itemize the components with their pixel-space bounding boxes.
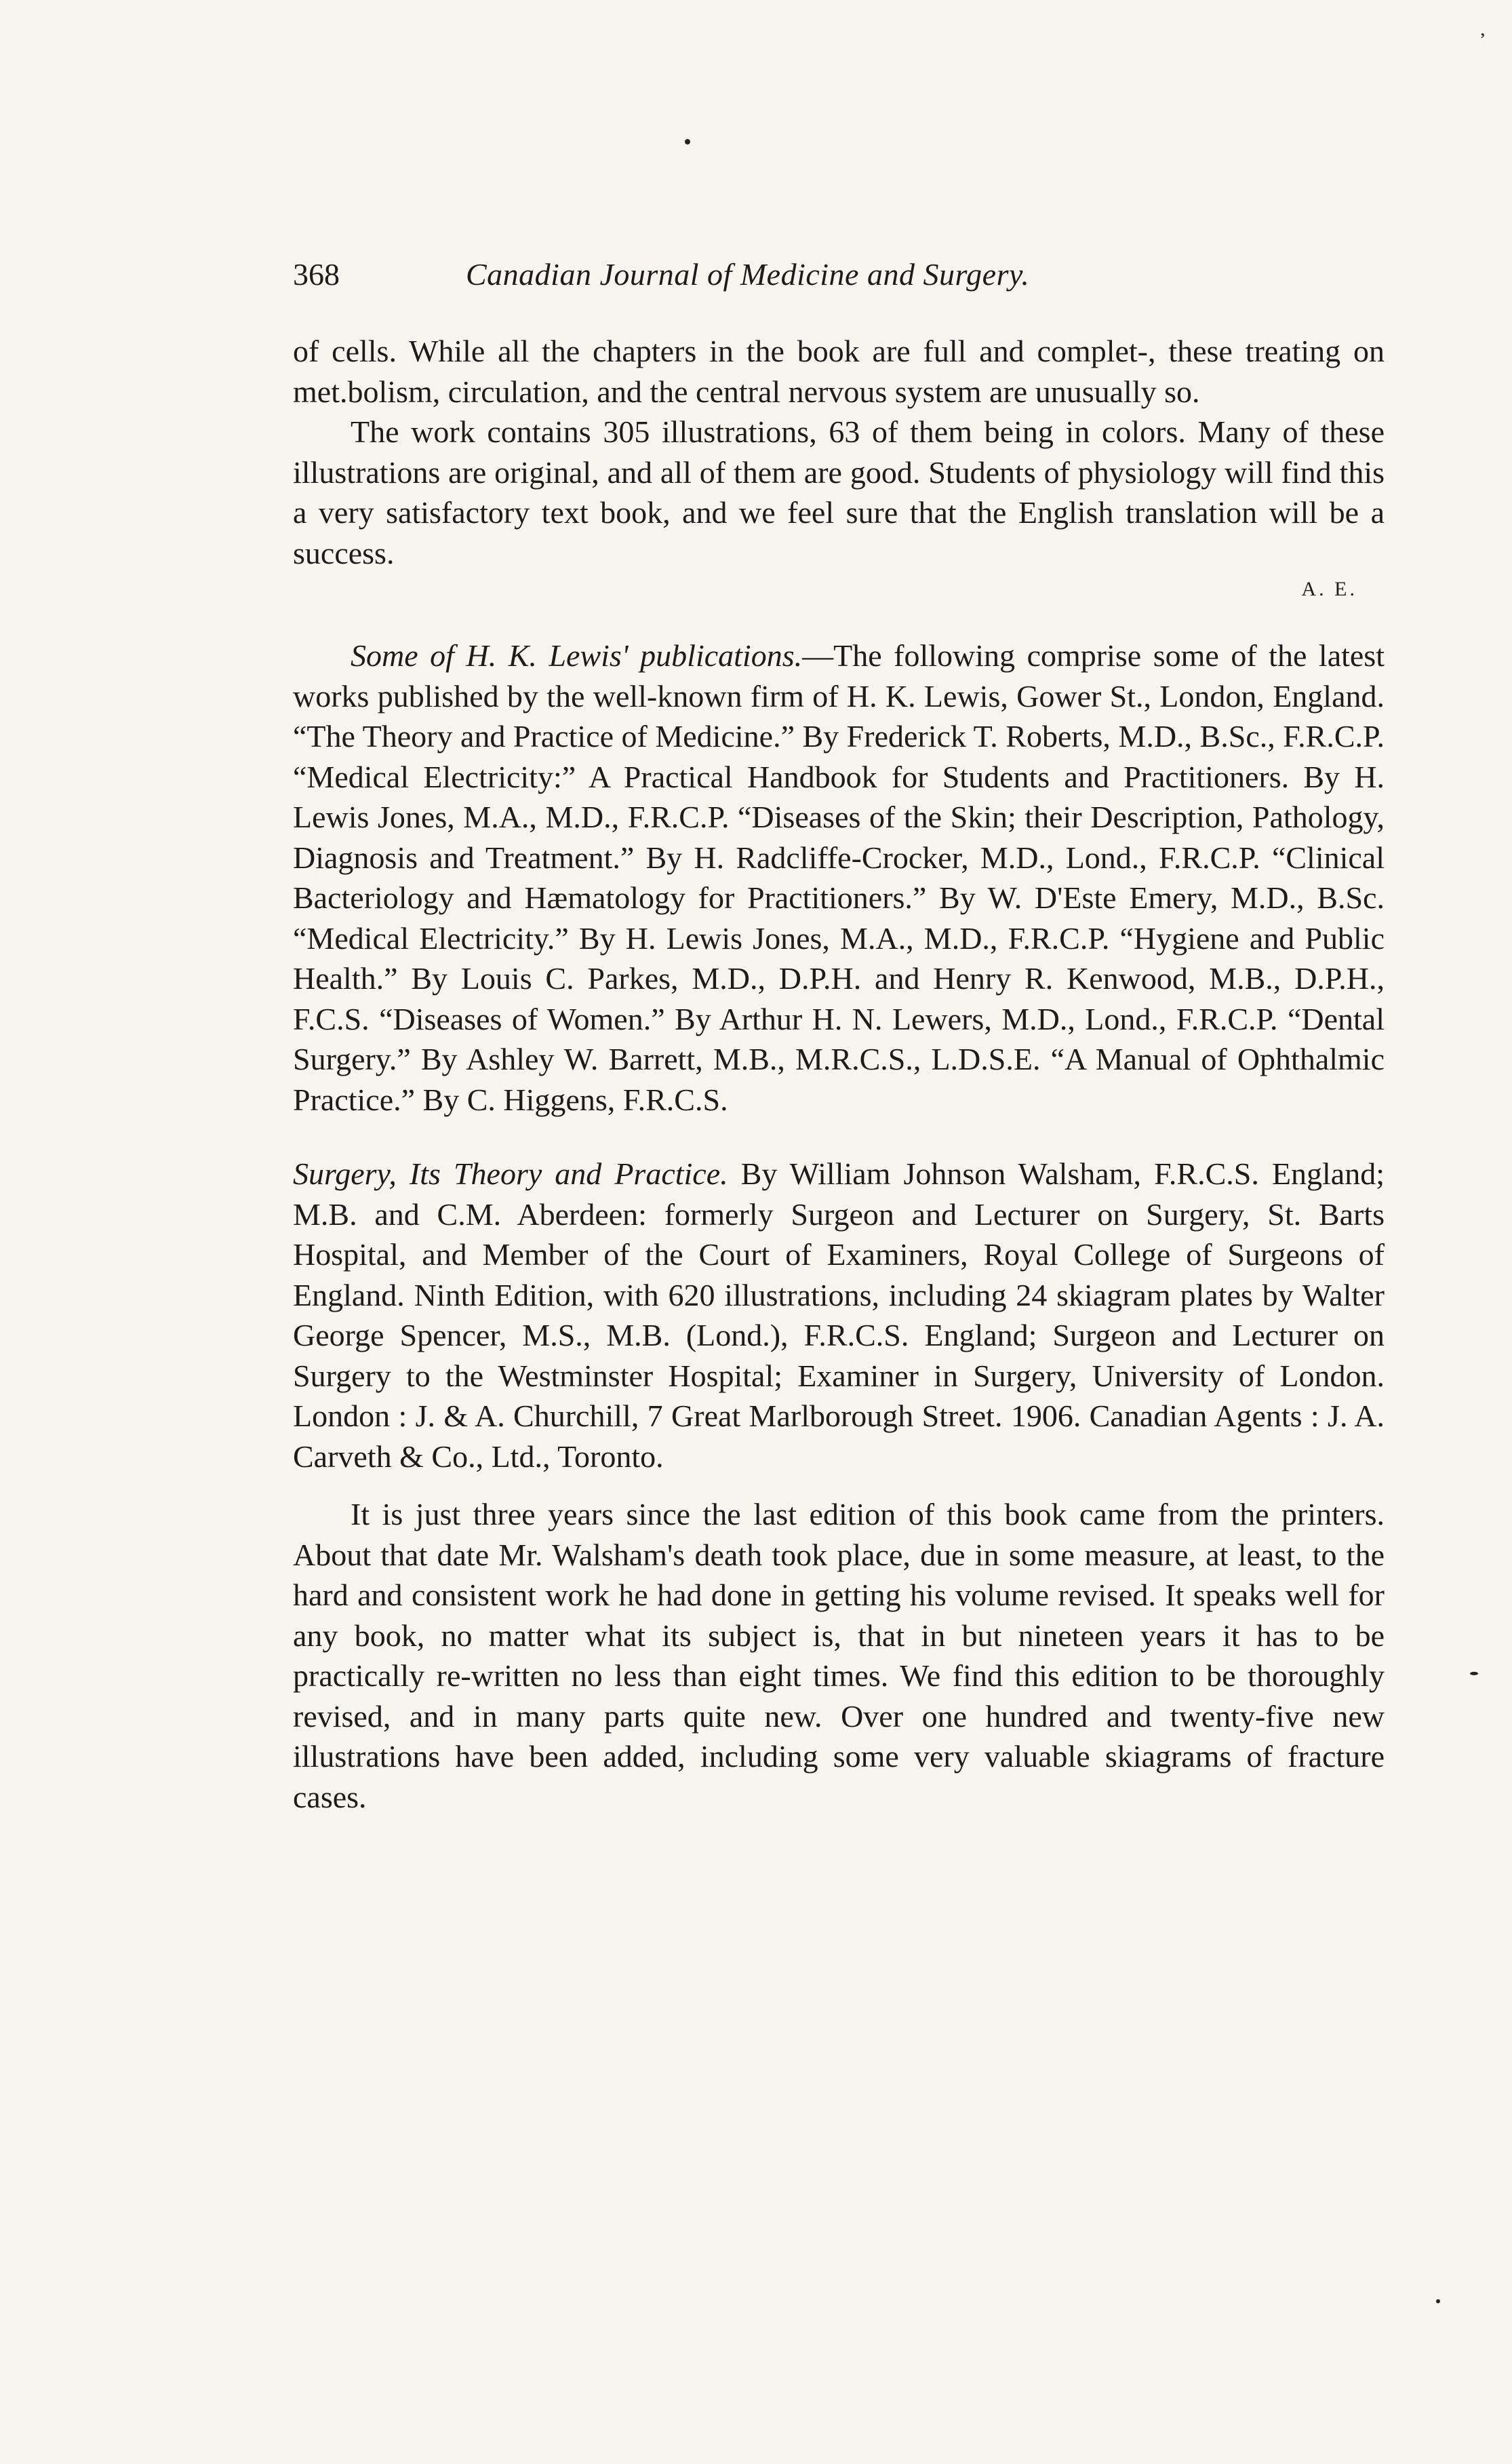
book-title: Surgery, Its Theory and Practice. — [293, 1156, 728, 1191]
page-header — [293, 256, 1215, 304]
margin-mark — [1436, 2299, 1440, 2303]
review-paragraph: The work contains 305 illustrations, 63 of them being in colors. Many of these illustrations are original, and all of them are good. Students of physiology will find this a very satisfactory text book, and we feel sure that the English translation will be a success. — [293, 414, 1385, 570]
book-citation — [293, 1154, 1385, 1477]
page-number: 368 — [293, 257, 340, 292]
reviewer-signature: A. E. — [1301, 578, 1357, 600]
review-paragraph: of cells. While all the chapters in the book are full and complet-, these treating on met.bolism, circulation, and the central nervous system are unusually so. — [293, 334, 1385, 409]
review-title: Some of H. K. Lewis' publications. — [351, 638, 803, 673]
scan-specks: ᾿ — [1478, 28, 1488, 58]
review-text: —The following comprise some of the latest works published by the well-known firm of H. K. Lewis, Gower St., London, England. “The Theory and Practice of Medicine.” By Frederick T. Roberts, M.D., B.Sc., F.R.C.P. “Medical Electricity:” A Practical Handbook for Students and Practitioners. By H. Lewis Jones, M.A., M.D., F.R.C.P. “Diseases of the Skin; their Description, Pathology, Diagnosis and Treatment.” By H. Radcliffe-Crocker, M.D., Lond., F.R.C.P. “Clinical Bacteriology and Hæmatology for Practitioners.” By W. D'Este Emery, M.D., B.Sc. “Medical Electricity.” By H. Lewis Jones, M.A., M.D., F.R.C.P. “Hygiene and Public Health.” By Louis C. Parkes, M.D., D.P.H. and Henry R. Kenwood, M.B., D.P.H., F.C.S. “Diseases of Women.” By Arthur H. N. Lewers, M.D., Lond., F.R.C.P. “Dental Surgery.” By Ashley W. Barrett, M.B., M.R.C.S., L.D.S.E. “A Manual of Ophthalmic Practice.” By C. Higgens, F.R.C.S. — [293, 638, 1385, 1117]
running-title: Canadian Journal of Medicine and Surgery. — [466, 257, 1030, 292]
page-body — [293, 331, 1385, 1817]
book-citation-text: By William Johnson Walsham, F.R.C.S. England; M.B. and C.M. Aberdeen: formerly Surgeon and Lecturer on Surgery, St. Barts Hospital, and Member of the Court of Examiners, Royal College of Surgeons of England. Ninth Edition, with 620 illustrations, including 24 skiagram plates by Walter George Spencer, M.S., M.B. (Lond.), F.R.C.S. England; Surgeon and Lecturer on Surgery to the Westminster Hospital; Examiner in Surgery, University of London. London : J. & A. Churchill, 7 Great Marlborough Street. 1906. Canadian Agents : J. A. Carveth & Co., Ltd., Toronto. — [293, 1156, 1385, 1474]
review-paragraph: It is just three years since the last edition of this book came from the printers. About that date Mr. Walsham's death took place, due in some measure, at least, to the hard and consistent work he had done in getting his volume revised. It speaks well for any book, no matter what its subject is, that in but nineteen years it has to be practically re-written no less than eight times. We find this edition to be thoroughly revised, and in many parts quite new. Over one hundred and twenty-five new illustrations have been added, including some very valuable skiagrams of fracture cases. — [293, 1497, 1385, 1814]
review-entry — [293, 635, 1385, 1120]
margin-mark — [685, 139, 690, 144]
margin-mark — [1470, 1672, 1478, 1675]
